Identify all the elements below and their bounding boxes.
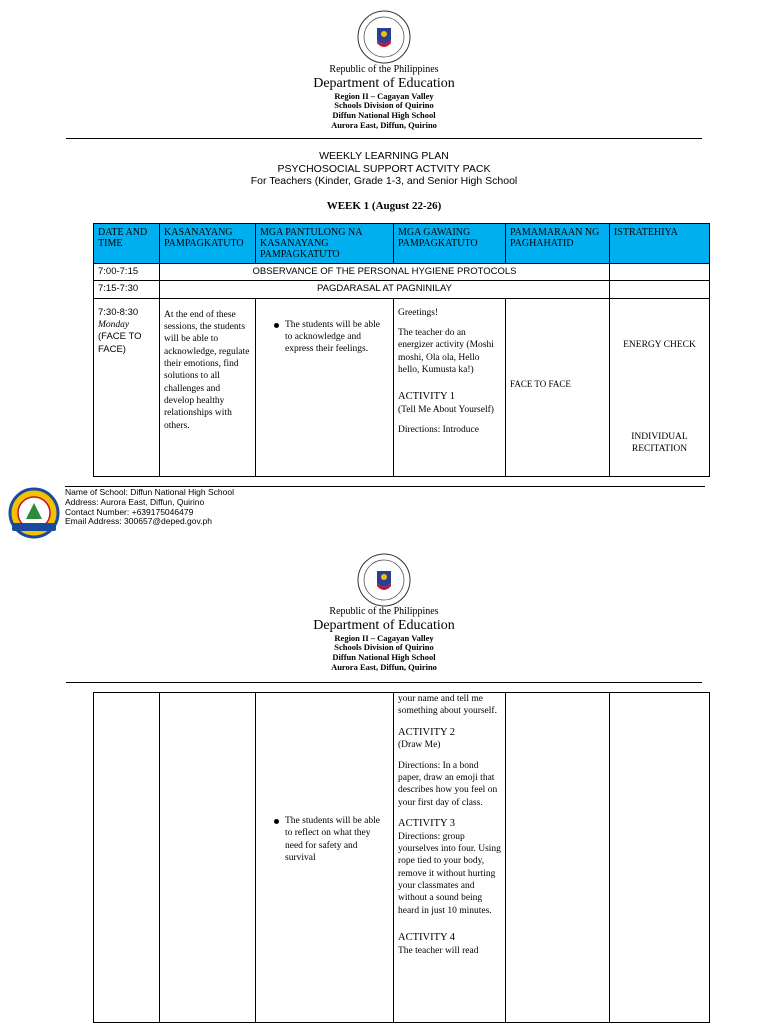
activity2-label: ACTIVITY 2 <box>398 726 456 738</box>
division-text: Schools Division of Quirino <box>334 100 434 111</box>
activity1-directions: Directions: Introduce <box>398 425 479 436</box>
plan-audience: For Teachers (Kinder, Grade 1-3, and Senior High School <box>250 175 518 188</box>
table-row <box>94 693 710 1023</box>
session-day: Monday <box>98 320 130 331</box>
header-pamamaraan: PAMAMARAAN NG PAGHAHATID <box>506 224 610 264</box>
region-text: Region II – Cagayan Valley <box>334 90 434 101</box>
activity3-label: ACTIVITY 3 <box>398 818 456 830</box>
activity3-directions: Directions: group yourselves into four. Using rope tied to your body, remove it without hurting your classmates and without a sound being heard in just 10 minutes. <box>398 831 501 916</box>
header-istratehiya: ISTRATEHIYA <box>610 224 710 264</box>
table-row <box>94 264 710 281</box>
deped-seal-icon <box>357 10 411 64</box>
activity1-directions-cont: your name and tell me something about yourself. <box>398 694 497 717</box>
footer-email: Email Address: 300657@deped.gov.ph <box>65 516 212 527</box>
header-date-time: DATE AND TIME <box>94 224 160 264</box>
row-time: 7:00-7:15 <box>94 264 160 281</box>
deped-seal-icon <box>357 553 411 607</box>
department-text: Department of Education <box>313 75 455 91</box>
session-mode: (FACE TO FACE) <box>98 331 142 355</box>
table-row <box>94 281 710 298</box>
plan-title: WEEKLY LEARNING PLAN <box>319 150 449 162</box>
footer-address: Address: Aurora East, Diffun, Quirino <box>65 496 205 507</box>
row-time: 7:15-7:30 <box>94 281 160 298</box>
bullet-icon <box>274 323 279 328</box>
support-competency-2: The students will be able to reflect on what they need for safety and survival <box>285 816 380 864</box>
competency-cell: At the end of these sessions, the students will be able to acknowledge, regulate their emotions, find solutions to all challenges and develop healthy relationships with others. <box>160 298 256 476</box>
activity4-label: ACTIVITY 4 <box>398 932 456 944</box>
republic-text: Republic of the Philippines <box>329 64 439 75</box>
school-address-text: Aurora East, Diffun, Quirino <box>331 661 437 672</box>
activity1-title: (Tell Me About Yourself) <box>398 405 494 416</box>
row-activity: PAGDARASAL AT PAGNINILAY <box>160 281 610 298</box>
header-divider <box>66 138 702 139</box>
plan-subtitle: PSYCHOSOCIAL SUPPORT ACTVITY PACK <box>277 162 491 175</box>
header-divider <box>66 682 702 683</box>
learning-plan-table-continued <box>93 692 710 1023</box>
header-gawaing: MGA GAWAING PAMPAGKATUTO <box>394 224 506 264</box>
school-text: Diffun National High School <box>332 652 436 663</box>
activity4-directions: The teacher will read <box>398 945 479 956</box>
session-time: 7:30-8:30 <box>98 306 139 318</box>
school-text: Diffun National High School <box>332 110 436 121</box>
energizer-text: The teacher do an energizer activity (Moshi moshi, Ola ola, Hello hello, Kumusta ka!) <box>398 328 494 376</box>
school-address-text: Aurora East, Diffun, Quirino <box>331 119 437 130</box>
strategy-energy-check: ENERGY CHECK <box>623 339 696 350</box>
table-row <box>94 298 710 476</box>
header-pantulong: MGA PANTULONG NA KASANAYANG PAMPAGKATUTO <box>256 224 394 264</box>
delivery-cell: FACE TO FACE <box>506 298 610 476</box>
school-logo-icon <box>6 487 62 539</box>
activity1-label: ACTIVITY 1 <box>398 391 456 403</box>
greetings-text: Greetings! <box>398 307 439 318</box>
footer-school-name: Name of School: Diffun National High School <box>65 487 234 497</box>
support-competency: The students will be able to acknowledge and express their feelings. <box>285 319 380 355</box>
activity2-title: (Draw Me) <box>398 740 441 751</box>
table-header-row <box>94 224 710 264</box>
footer-contact: Contact Number: +639175046479 <box>65 506 194 517</box>
region-text: Region II – Cagayan Valley <box>334 632 434 643</box>
header-kasanayang: KASANAYANG PAMPAGKATUTO <box>160 224 256 264</box>
division-text: Schools Division of Quirino <box>334 642 434 653</box>
strategy-recitation: INDIVIDUAL RECITATION <box>631 432 688 455</box>
row-activity: OBSERVANCE OF THE PERSONAL HYGIENE PROTOCOLS <box>160 264 610 281</box>
bullet-icon <box>274 819 279 824</box>
activity2-directions: Directions: In a bond paper, draw an emoji that describes how you feel on your first day of class. <box>398 760 498 808</box>
republic-text: Republic of the Philippines <box>329 606 439 617</box>
week-label: WEEK 1 (August 22-26) <box>326 200 442 212</box>
learning-plan-table <box>93 223 710 477</box>
department-text: Department of Education <box>313 617 455 633</box>
